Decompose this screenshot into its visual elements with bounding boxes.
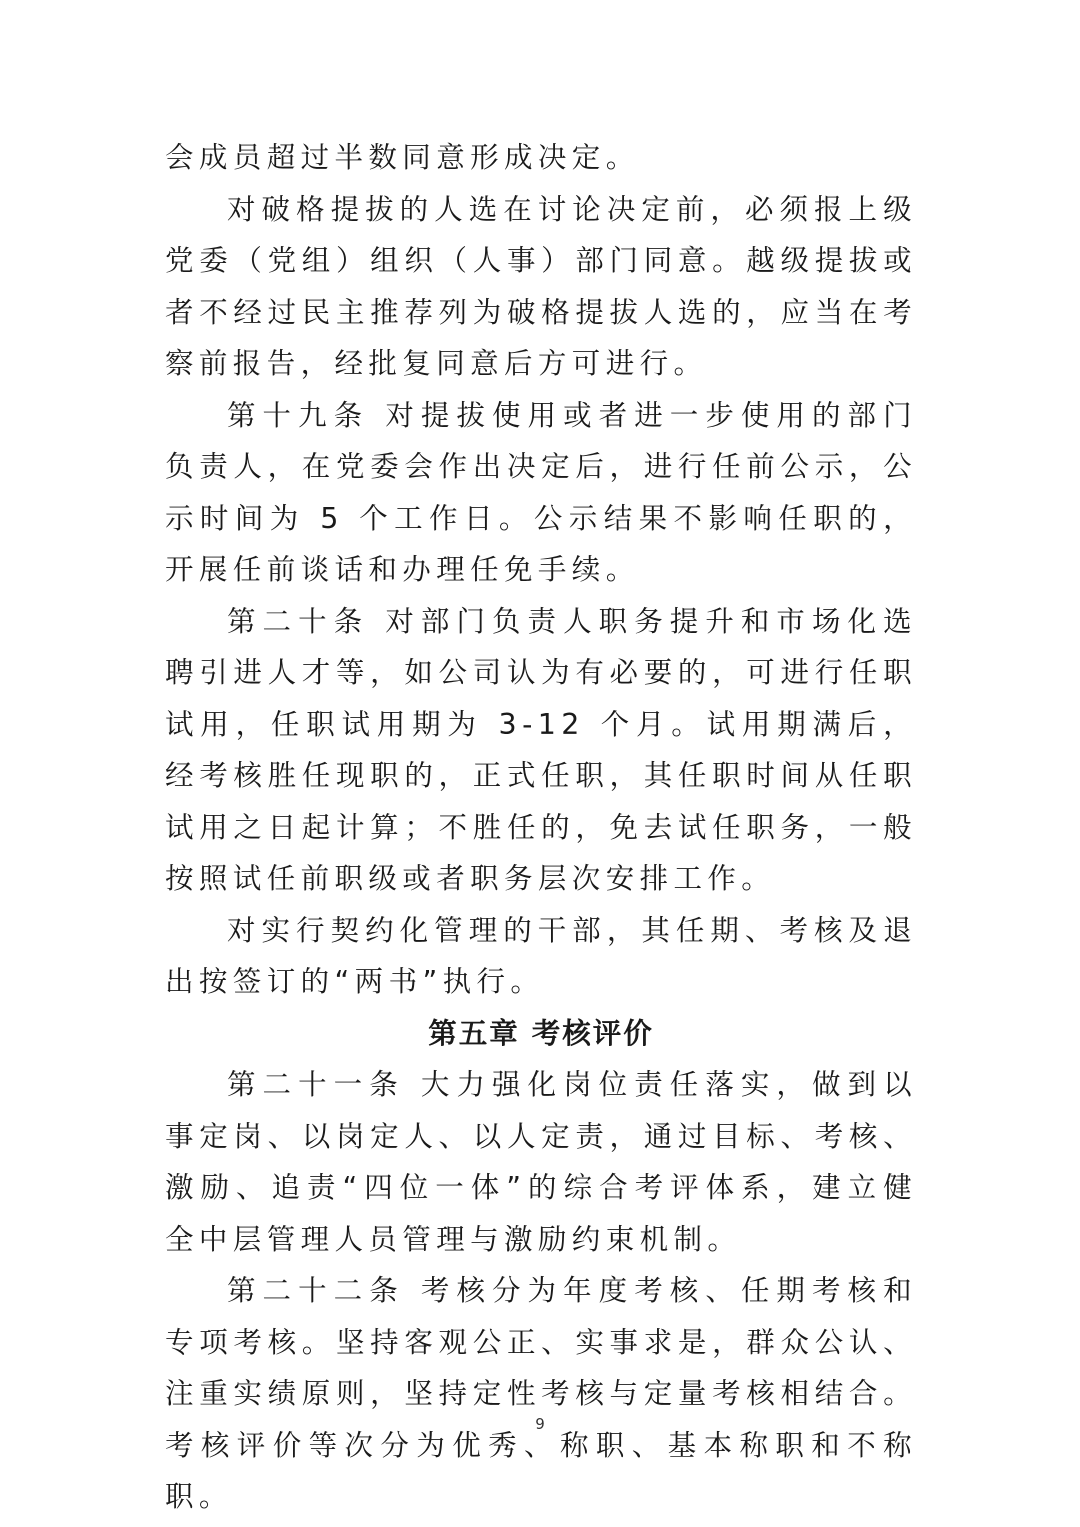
chapter-heading: 第五章 考核评价 [428,1016,654,1050]
paragraph-article-22: 第二十二条 考核分为年度考核、任期考核和专项考核。坚持客观公正、实事求是，群众公认、注重实绩原则，坚持定性考核与定量考核相结合。考核评价等次分为优秀、称职、基本称职和不称职。 [165,1274,917,1513]
paragraph: 对破格提拔的人选在讨论决定前，必须报上级党委（党组）组织（人事）部门同意。越级提拔或者不经过民主推荐列为破格提拔人选的，应当在考察前报告，经批复同意后方可进行。 [165,192,917,380]
paragraph: 对实行契约化管理的干部，其任期、考核及退出按签订的“两书”执行。 [165,913,917,998]
paragraph: 会成员超过半数同意形成决定。 [165,141,640,174]
paragraph-article-20: 第二十条 对部门负责人职务提升和市场化选聘引进人才等，如公司认为有必要的，可进行任职试用，任职试用期为 3-12 个月。试用期满后，经考核胜任现职的，正式任职，其任职时间从任职试用之日起计算；不胜任的，免去试任职务，一般按照试任前职级或者职务层次安排工作。 [165,604,917,895]
paragraph-article-19: 第十九条 对提拔使用或者进一步使用的部门负责人，在党委会作出决定后，进行任前公示，公示时间为 5 个工作日。公示结果不影响任职的，开展任前谈话和办理任免手续。 [165,398,917,586]
paragraph-article-21: 第二十一条 大力强化岗位责任落实，做到以事定岗、以岗定人、以人定责，通过目标、考核、激励、追责“四位一体”的综合考评体系，建立健全中层管理人员管理与激励约束机制。 [165,1068,917,1256]
document-body [165,132,917,1523]
page-number: 9 [535,1415,545,1433]
